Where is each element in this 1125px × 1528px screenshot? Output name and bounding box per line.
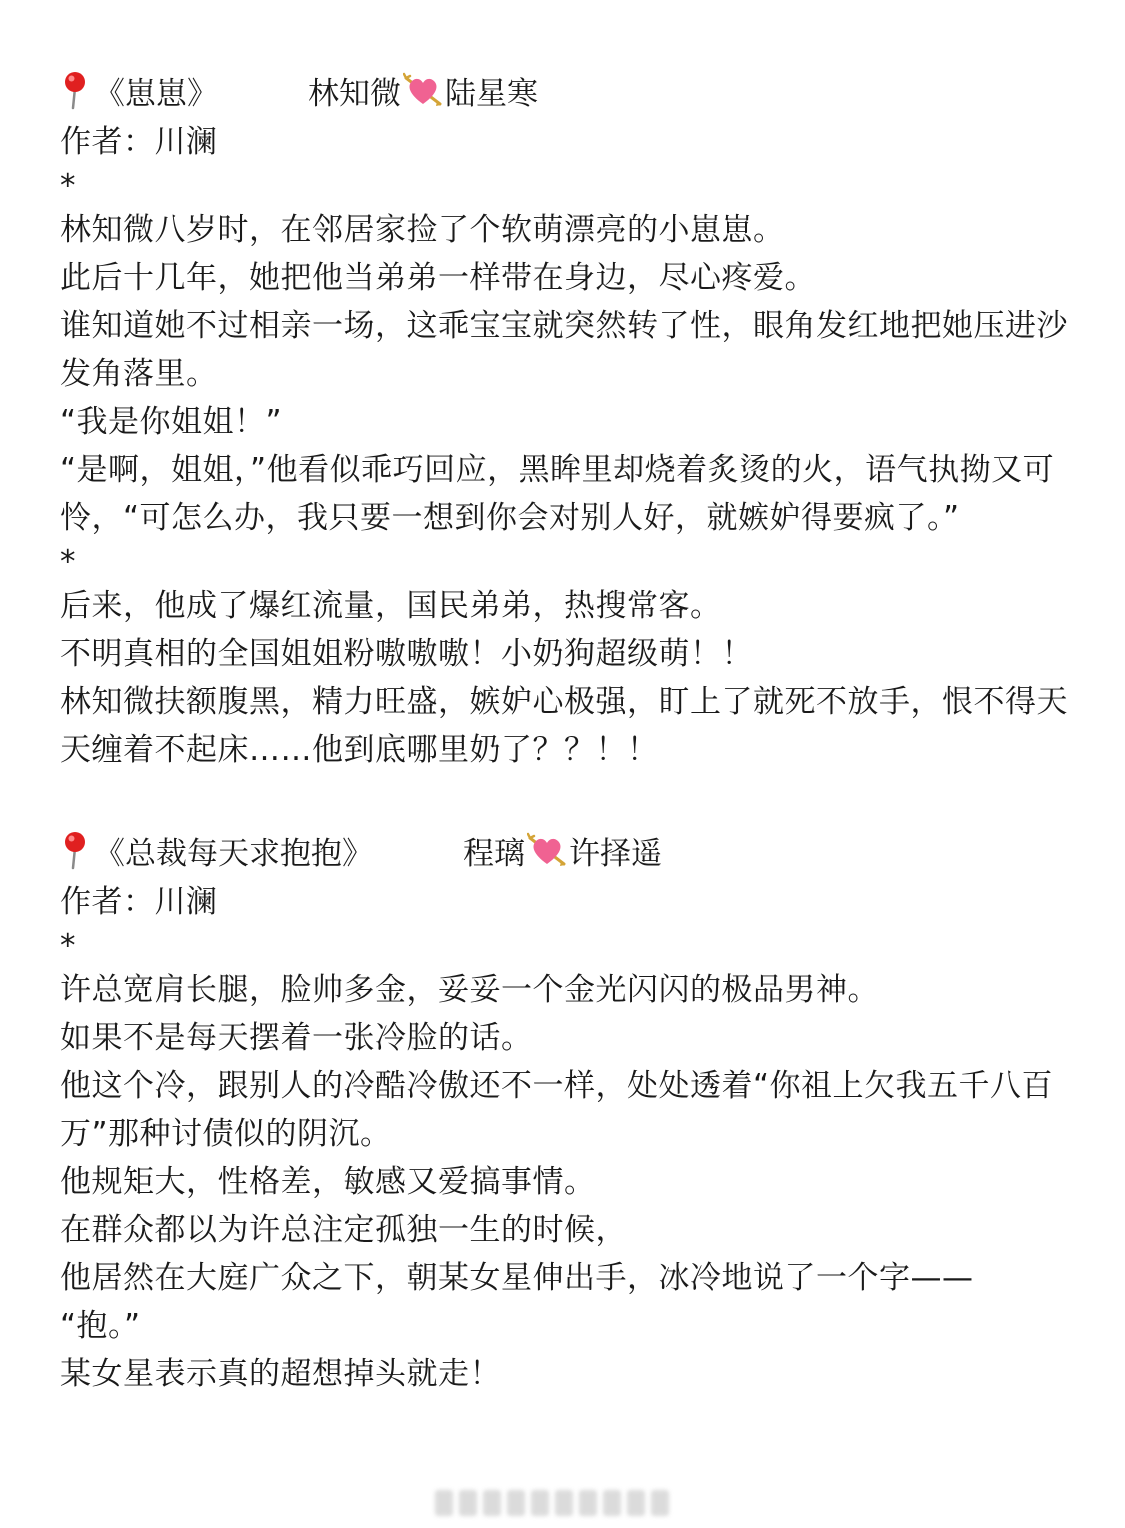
book-title-line (60, 62, 1070, 118)
intro-paragraph: 他居然在大庭广众之下，朝某女星伸出手，冰冷地说了一个字—— (60, 1260, 974, 1296)
watermark-glyph (579, 1490, 597, 1516)
watermark-glyph (507, 1490, 525, 1516)
book-title-line (60, 822, 1070, 878)
intro-paragraph: 林知微扶额腹黑，精力旺盛，嫉妒心极强，盯上了就死不放手，恨不得天天缠着不起床……他到底哪里奶了？？！！ (60, 684, 1068, 768)
couple-name-left: 程璃 (463, 835, 525, 872)
book-title: 《总裁每天求抱抱》 (94, 835, 373, 872)
intro-paragraph: 谁知道她不过相亲一场，这乖宝宝就突然转了性，眼角发红地把她压进沙发角落里。 (60, 308, 1068, 392)
watermark-glyph (483, 1490, 501, 1516)
watermark-glyph (555, 1490, 573, 1516)
book-author: 作者：川澜 (60, 124, 218, 160)
section-separator: * (60, 168, 76, 204)
intro-paragraph: 在群众都以为许总注定孤独一生的时候， (60, 1212, 627, 1248)
intro-paragraph: 他规矩大，性格差，敏感又爱搞事情。 (60, 1164, 596, 1200)
section-separator: * (60, 544, 76, 580)
watermark-glyph (603, 1490, 621, 1516)
watermark-glyph (651, 1490, 669, 1516)
intro-paragraph: 某女星表示真的超想掉头就走！ (60, 1356, 501, 1392)
heart-with-arrow-icon (527, 830, 567, 870)
watermark-glyph (459, 1490, 477, 1516)
couple-name-right: 许择遥 (569, 835, 662, 872)
section-separator: * (60, 928, 76, 964)
watermark-glyph (627, 1490, 645, 1516)
intro-paragraph: 如果不是每天摆着一张冷脸的话。 (60, 1020, 533, 1056)
book-entry-1 (60, 62, 1070, 774)
heart-with-arrow-icon (403, 70, 443, 110)
intro-paragraph: 后来，他成了爆红流量，国民弟弟，热搜常客。 (60, 588, 722, 624)
book-title: 《崽崽》 (94, 75, 218, 112)
intro-paragraph: “是啊，姐姐，”他看似乖巧回应，黑眸里却烧着炙烫的火，语气执拗又可怜，“可怎么办，我只要一想到你会对别人好，就嫉妒得要疯了。” (60, 452, 1055, 536)
intro-paragraph: “抱。” (60, 1308, 141, 1344)
book-entry-2 (60, 822, 1070, 1398)
intro-paragraph: 他这个冷，跟别人的冷酷冷傲还不一样，处处透着“你祖上欠我五千八百万”那种讨债似的阴沉。 (60, 1068, 1054, 1152)
intro-paragraph: 此后十几年，她把他当弟弟一样带在身边，尽心疼爱。 (60, 260, 816, 296)
couple-name-right: 陆星寒 (445, 75, 538, 112)
watermark-glyph (435, 1490, 453, 1516)
document-page (60, 62, 1070, 1398)
intro-paragraph: 不明真相的全国姐姐粉嗷嗷嗷！小奶狗超级萌！！ (60, 636, 753, 672)
round-pushpin-icon (60, 830, 90, 870)
intro-paragraph: 许总宽肩长腿，脸帅多金，妥妥一个金光闪闪的极品男神。 (60, 972, 879, 1008)
book-author: 作者：川澜 (60, 884, 218, 920)
couple-name-left: 林知微 (308, 75, 401, 112)
intro-paragraph: 林知微八岁时，在邻居家捡了个软萌漂亮的小崽崽。 (60, 212, 785, 248)
blurred-watermark (435, 1486, 675, 1520)
round-pushpin-icon (60, 70, 90, 110)
watermark-glyph (531, 1490, 549, 1516)
intro-paragraph: “我是你姐姐！” (60, 404, 283, 440)
